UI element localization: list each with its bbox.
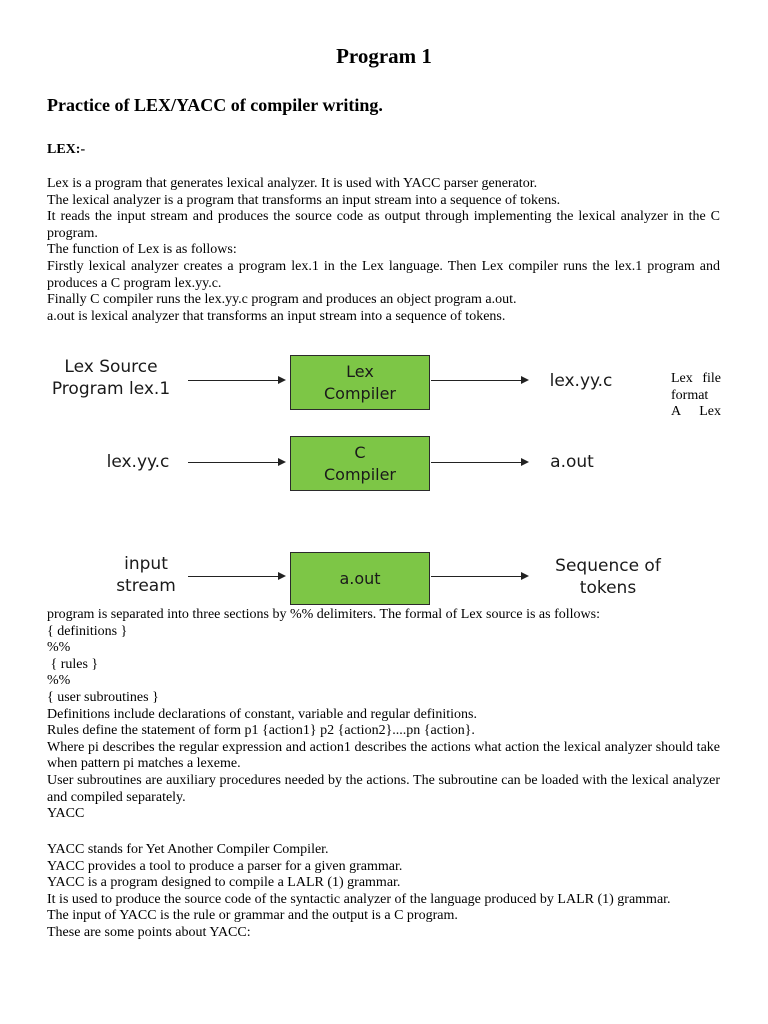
flow-arrow [188,576,284,577]
yacc-heading: YACC [47,806,85,822]
paragraph: Firstly lexical analyzer creates a program lex.1 in the Lex language. Then Lex compiler runs the lex.1 program and produces a C program lex.yy.c. [47,258,720,291]
a-out-box: a.out [290,552,430,605]
diagram-input-label: input stream [116,554,176,596]
code-line: %% [47,640,71,656]
paragraph: The input of YACC is the rule or grammar and the output is a C program. [47,908,458,924]
diagram-input-label: lex.yy.c [106,452,170,472]
c-compiler-box: C Compiler [290,436,430,491]
lex-format-section [47,607,720,823]
diagram-input-label: Lex Source Program lex.1 [51,357,171,399]
diagram-output-label: a.out [550,452,594,472]
code-line: { definitions } [47,623,128,639]
lex-heading: LEX:- [47,142,86,157]
lex-compiler-box: Lex Compiler [290,355,430,410]
paragraph: These are some points about YACC: [47,924,251,940]
paragraph: The lexical analyzer is a program that transforms an input stream into a sequence of tokens. [47,192,561,208]
paragraph: YACC is a program designed to compile a LALR (1) grammar. [47,875,401,891]
paragraph: Where pi describes the regular expression and action1 describes the actions what action the lexical analyzer should take when pattern pi matches a lexeme. [47,739,720,772]
flow-arrow [188,380,284,381]
yacc-section [47,842,720,942]
paragraph: Finally C compiler runs the lex.yy.c program and produces an object program a.out. [47,292,517,308]
flow-arrow [188,462,284,463]
paragraph: The function of Lex is as follows: [47,242,237,258]
paragraph: YACC stands for Yet Another Compiler Compiler. [47,842,329,857]
paragraph: YACC provides a tool to produce a parser for a given grammar. [47,858,403,874]
paragraph: a.out is lexical analyzer that transforms an input stream into a sequence of tokens. [47,308,506,324]
side-note: Lex file format A Lex [671,371,721,420]
paragraph: Rules define the statement of form p1 {action1} p2 {action2}....pn {action}. [47,723,475,739]
page-title: Program 1 [336,44,432,68]
flow-arrow [431,576,527,577]
code-line: %% [47,673,71,689]
diagram-output-label: Sequence of tokens [555,556,661,598]
paragraph: It is used to produce the source code of the syntactic analyzer of the language produced by LALR (1) grammar. [47,891,671,907]
flow-arrow [431,462,527,463]
code-line: { rules } [47,656,99,672]
paragraph: program is separated into three sections by %% delimiters. The formal of Lex source is as follows: [47,607,600,622]
code-line: { user subroutines } [47,689,159,705]
paragraph: It reads the input stream and produces the source code as output through implementing the lexical analyzer in the C program. [47,209,720,241]
document-subtitle: Practice of LEX/YACC of compiler writing. [47,95,383,115]
lex-intro-section [47,176,720,325]
paragraph: Definitions include declarations of constant, variable and regular definitions. [47,706,477,722]
paragraph: Lex is a program that generates lexical analyzer. It is used with YACC parser generator. [47,176,538,191]
paragraph: User subroutines are auxiliary procedures needed by the actions. The subroutine can be loaded with the lexical analyzer and compiled separately. [47,772,720,805]
flow-arrow [431,380,527,381]
diagram-output-label: lex.yy.c [549,371,613,391]
